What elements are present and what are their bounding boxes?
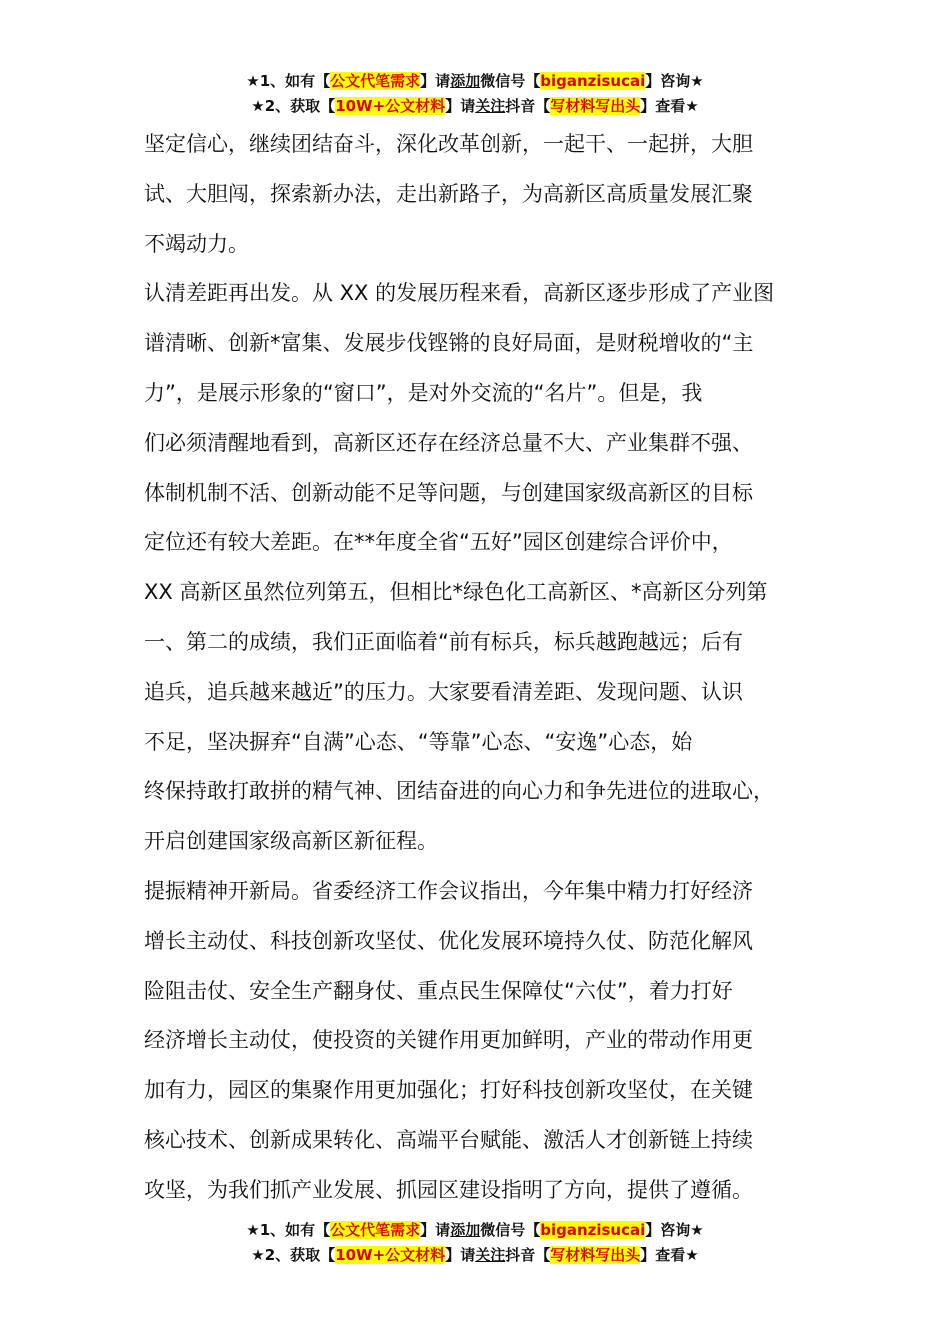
header-banner [0, 69, 950, 119]
banner-highlight: 写材料写出头 [550, 1246, 641, 1264]
banner-emphasis: 添加 [450, 1221, 481, 1239]
banner-text: 】查看★ [640, 97, 699, 115]
banner-text: 微信号【 [480, 72, 541, 90]
text-line: 谱清晰、创新*富集、发展步伐铿锵的良好局面，是财税增收的“主 [144, 331, 754, 356]
paragraph [144, 120, 834, 269]
banner-highlight: biganzisucai [540, 1221, 646, 1239]
banner-text: ★1、如有【 [246, 72, 331, 90]
banner-text: 】咨询★ [645, 1221, 704, 1239]
banner-text: 】请 [445, 1246, 476, 1264]
banner-line-1 [0, 1218, 950, 1243]
banner-emphasis: 关注 [475, 1246, 506, 1264]
banner-highlight: 10W+公文材料 [335, 1246, 446, 1264]
text-line: 追兵，追兵越来越近”的压力。大家要看清差距、发现问题、认识 [144, 679, 743, 704]
banner-text: 抖音【 [505, 1246, 551, 1264]
banner-highlight: biganzisucai [540, 72, 646, 90]
text-line: 增长主动仗、科技创新攻坚仗、优化发展环境持久仗、防范化解风 [144, 928, 753, 953]
text-line: XX 高新区虽然位列第五，但相比*绿色化工高新区、*高新区分列第 [144, 580, 768, 605]
text-line: 险阻击仗、安全生产翻身仗、重点民生保障仗“六仗”，着力打好 [144, 978, 733, 1003]
banner-text: ★2、获取【 [251, 97, 336, 115]
banner-line-1 [0, 69, 950, 94]
banner-line-2 [0, 1243, 950, 1268]
banner-text: 抖音【 [505, 97, 551, 115]
text-line: 开启创建国家级高新区新征程。 [144, 829, 438, 854]
footer-banner [0, 1218, 950, 1268]
banner-text: 微信号【 [480, 1221, 541, 1239]
text-line: 不足，坚决摒弃“自满”心态、“等靠”心态、“安逸”心态，始 [144, 729, 693, 754]
banner-highlight: 公文代笔需求 [330, 1221, 421, 1239]
banner-emphasis: 添加 [450, 72, 481, 90]
text-line: 力”，是展示形象的“窗口”，是对外交流的“名片”。但是，我 [144, 380, 703, 405]
text-line: 坚定信心，继续团结奋斗，深化改革创新，一起干、一起拼，大胆 [144, 132, 753, 156]
text-line: 体制机制不活、创新动能不足等问题，与创建国家级高新区的目标 [144, 480, 753, 505]
banner-line-2 [0, 94, 950, 119]
text-line: 攻坚，为我们抓产业发展、抓园区建设指明了方向，提供了遵循。 [144, 1177, 753, 1202]
banner-text: 】请 [420, 72, 451, 90]
text-line: 不竭动力。 [144, 231, 249, 256]
banner-text: 】请 [420, 1221, 451, 1239]
text-line: 提振精神开新局。省委经济工作会议指出，今年集中精力打好经济 [144, 878, 753, 903]
banner-text: ★1、如有【 [246, 1221, 331, 1239]
banner-text: 】请 [445, 97, 476, 115]
banner-text: 】咨询★ [645, 72, 704, 90]
text-line: 一、第二的成绩，我们正面临着“前有标兵，标兵越跑越远；后有 [144, 629, 743, 654]
paragraph [144, 269, 834, 867]
text-line: 加有力，园区的集聚作用更加强化；打好科技创新攻坚仗，在关键 [144, 1078, 753, 1103]
banner-text: 】查看★ [640, 1246, 699, 1264]
text-line: 终保持敢打敢拼的精气神、团结奋进的向心力和争先进位的进取心， [144, 779, 774, 804]
text-line: 核心技术、创新成果转化、高端平台赋能、激活人才创新链上持续 [144, 1127, 753, 1152]
banner-text: ★2、获取【 [251, 1246, 336, 1264]
text-line: 定位还有较大差距。在**年度全省“五好”园区创建综合评价中， [144, 530, 733, 555]
banner-highlight: 10W+公文材料 [335, 97, 446, 115]
banner-highlight: 写材料写出头 [550, 97, 641, 115]
paragraph [144, 867, 834, 1216]
text-line: 经济增长主动仗，使投资的关键作用更加鲜明，产业的带动作用更 [144, 1028, 753, 1053]
document-body [144, 120, 834, 1216]
banner-highlight: 公文代笔需求 [330, 72, 421, 90]
text-line: 们必须清醒地看到，高新区还存在经济总量不大、产业集群不强、 [144, 430, 753, 455]
banner-emphasis: 关注 [475, 97, 506, 115]
text-line: 认清差距再出发。从 XX 的发展历程来看，高新区逐步形成了产业图 [144, 281, 775, 306]
text-line: 试、大胆闯，探索新办法，走出新路子，为高新区高质量发展汇聚 [144, 181, 753, 206]
